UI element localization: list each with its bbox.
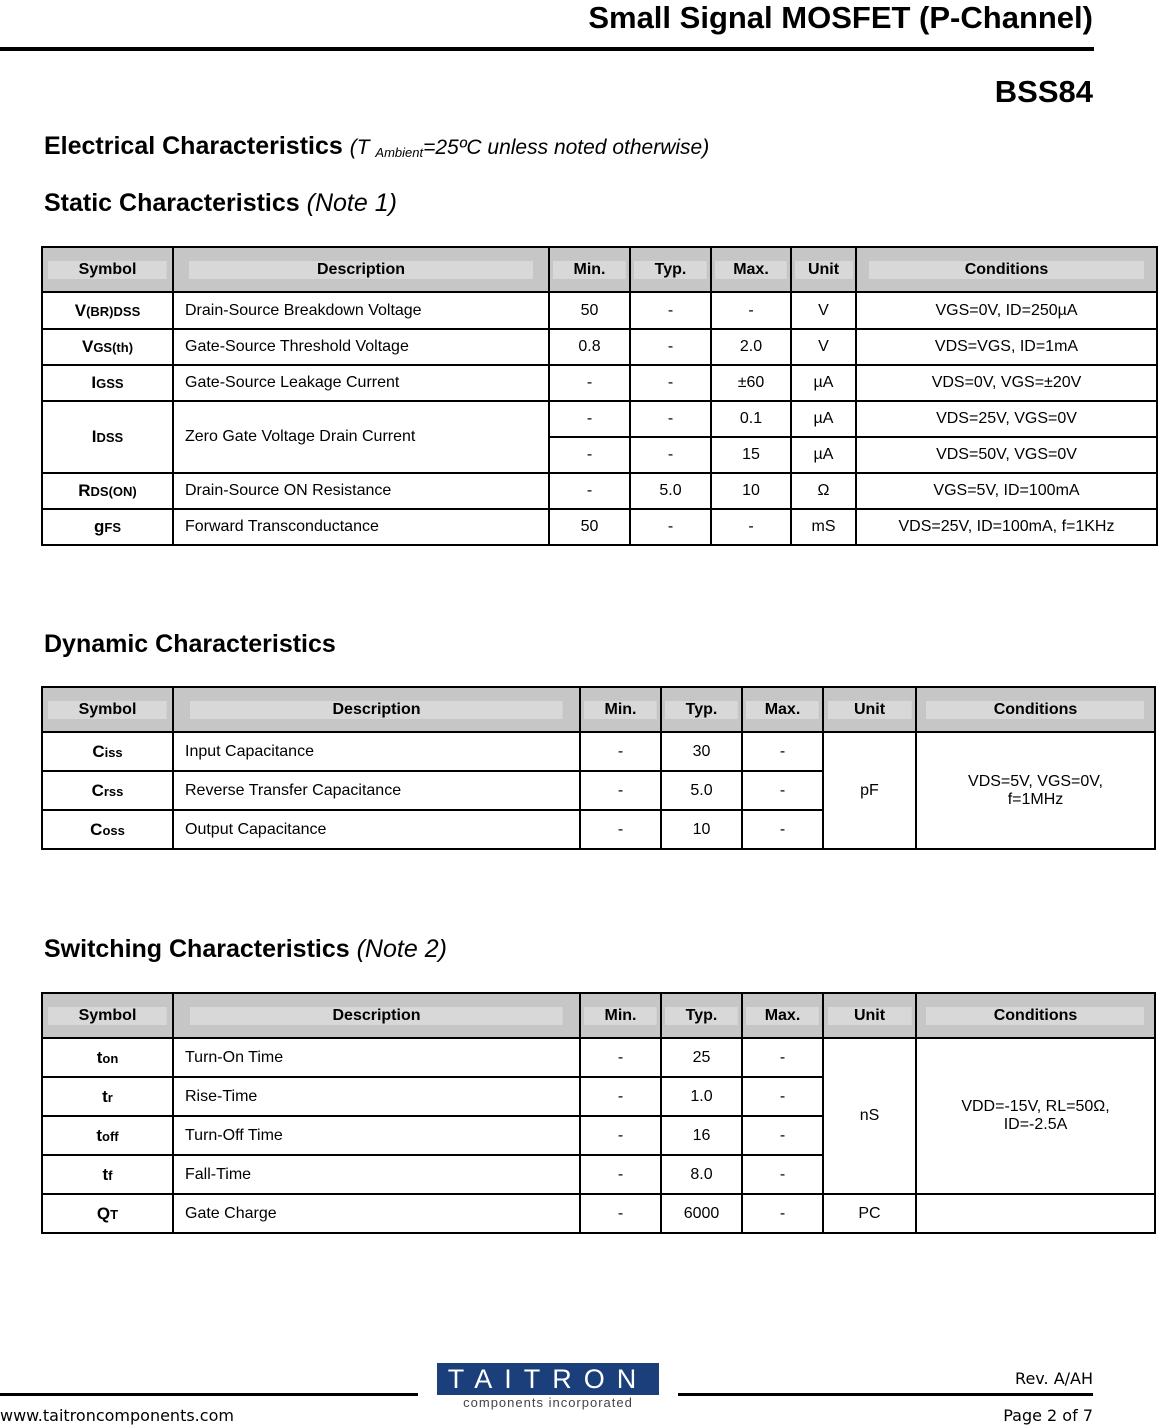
cell-min: - [580, 732, 661, 771]
cell-typ: 30 [661, 732, 742, 771]
symbol-sub: iss [104, 744, 123, 760]
column-header-label: Max. [712, 261, 790, 279]
cell-typ: - [630, 509, 711, 545]
symbol-cell [42, 1194, 173, 1233]
description-cell: Drain-Source Breakdown Voltage [173, 292, 549, 329]
symbol-sub: off [102, 1128, 119, 1144]
column-header [42, 687, 173, 732]
page-number: Page 2 of 7 [1003, 1406, 1093, 1425]
column-header [549, 247, 630, 292]
table-row [42, 509, 1157, 545]
cell-unit: PC [823, 1194, 916, 1233]
cell-unit: V [791, 292, 856, 329]
column-header [661, 993, 742, 1038]
symbol-cell [42, 1155, 173, 1194]
cell-max: 2.0 [711, 329, 791, 365]
table-header [42, 247, 1157, 292]
symbol-sub: DS(ON) [90, 484, 137, 499]
conditions-cell: VDS=5V, VGS=0V, f=1MHz [916, 732, 1155, 849]
cell-typ: 10 [661, 810, 742, 849]
symbol-cell [42, 509, 173, 545]
column-header-label: Min. [581, 1007, 660, 1025]
symbol-sub: GS(th) [93, 340, 134, 355]
symbol-cell [42, 1116, 173, 1155]
switching-note: (Note 2) [356, 935, 447, 963]
column-header-label: Unit [824, 701, 915, 719]
cell-typ: 5.0 [630, 473, 711, 509]
cell-typ: 8.0 [661, 1155, 742, 1194]
column-header-label: Description [174, 261, 548, 279]
cell-cond: VDS=25V, ID=100mA, f=1KHz [856, 509, 1157, 545]
description-cell: Rise-Time [173, 1077, 580, 1116]
description-cell: Output Capacitance [173, 810, 580, 849]
symbol-cell [42, 292, 173, 329]
column-header [916, 993, 1155, 1038]
symbol-sub: on [102, 1050, 119, 1066]
symbol-main: I [91, 427, 97, 446]
column-header-label: Min. [581, 701, 660, 719]
column-header-label: Max. [743, 701, 822, 719]
cell-max: - [742, 1077, 823, 1116]
column-header-label: Conditions [917, 1007, 1154, 1025]
cell-max: - [742, 1194, 823, 1233]
description-cell: Turn-Off Time [173, 1116, 580, 1155]
cell-min: 0.8 [549, 329, 630, 365]
column-header-label: Description [174, 701, 579, 719]
cell-min: 50 [549, 509, 630, 545]
document-title: Small Signal MOSFET (P-Channel) [588, 0, 1093, 35]
cell-min: - [580, 1116, 661, 1155]
cell-max: - [742, 1116, 823, 1155]
cell-min: - [580, 810, 661, 849]
table-row [42, 365, 1157, 401]
symbol-main: Q [96, 1203, 111, 1223]
description-cell: Input Capacitance [173, 732, 580, 771]
column-header [742, 687, 823, 732]
table-row [42, 473, 1157, 509]
cell-min: - [549, 473, 630, 509]
symbol-sub: rss [103, 783, 124, 799]
cell-typ: - [630, 437, 711, 473]
cell-min: - [580, 1155, 661, 1194]
dynamic-table [41, 686, 1156, 850]
cell-max: - [742, 732, 823, 771]
symbol-main: C [90, 819, 103, 839]
switching-title: Switching Characteristics [44, 935, 350, 963]
column-header [42, 247, 173, 292]
cell-cond: VGS=0V, ID=250µA [856, 292, 1157, 329]
column-header [630, 247, 711, 292]
cell-min: - [580, 1077, 661, 1116]
symbol-main: t [96, 1047, 103, 1067]
column-header-label: Typ. [662, 701, 741, 719]
symbol-sub: DSS [96, 430, 124, 445]
symbol-cell [42, 329, 173, 365]
symbol-main: t [102, 1164, 109, 1184]
cell-min: - [580, 771, 661, 810]
column-header-label: Min. [550, 261, 629, 279]
cell-unit: µA [791, 401, 856, 437]
website-link[interactable]: www.taitroncomponents.com [0, 1406, 234, 1425]
table-header [42, 687, 1155, 732]
note-sub: Ambient [375, 145, 424, 160]
cell-cond: VDS=VGS, ID=1mA [856, 329, 1157, 365]
table-row [42, 1038, 1155, 1077]
symbol-cell [42, 1038, 173, 1077]
cell-max: - [711, 509, 791, 545]
cell-min: - [549, 401, 630, 437]
symbol-cell [42, 771, 173, 810]
symbol-sub: GSS [96, 376, 124, 391]
column-header-label: Unit [792, 261, 855, 279]
electrical-heading [44, 132, 709, 161]
footer-rule-right [678, 1393, 1093, 1396]
description-cell: Gate-Source Leakage Current [173, 365, 549, 401]
column-header [791, 247, 856, 292]
cell-typ: 16 [661, 1116, 742, 1155]
cell-typ: - [630, 365, 711, 401]
dynamic-heading [44, 630, 336, 659]
cell-cond: VDS=0V, VGS=±20V [856, 365, 1157, 401]
dynamic-title: Dynamic Characteristics [44, 630, 336, 658]
cell-max: 0.1 [711, 401, 791, 437]
cell-typ: - [630, 401, 711, 437]
cell-max: - [742, 1155, 823, 1194]
conditions-cell: VDD=-15V, RL=50Ω, ID=-2.5A [916, 1038, 1155, 1194]
table-row [42, 401, 1157, 437]
description-cell: Fall-Time [173, 1155, 580, 1194]
symbol-sub: FS [104, 520, 121, 535]
footer-rule-left [0, 1393, 418, 1396]
column-header [580, 993, 661, 1038]
switching-table [41, 992, 1156, 1234]
cell-max: - [742, 771, 823, 810]
static-heading [44, 189, 397, 218]
logo-wordmark: TAITRON [437, 1363, 659, 1395]
description-cell: Gate-Source Threshold Voltage [173, 329, 549, 365]
part-number: BSS84 [994, 74, 1093, 109]
column-header-label: Typ. [662, 1007, 741, 1025]
cell-typ: 5.0 [661, 771, 742, 810]
cell-unit: V [791, 329, 856, 365]
cell-unit: µA [791, 365, 856, 401]
column-header-label: Max. [743, 1007, 822, 1025]
symbol-sub: (BR)DSS [86, 303, 141, 319]
cell-min: - [549, 365, 630, 401]
symbol-main: C [92, 741, 105, 761]
symbol-main: C [91, 780, 104, 800]
cell-unit: mS [791, 509, 856, 545]
column-header [823, 687, 916, 732]
taitron-logo [437, 1363, 659, 1413]
column-header [742, 993, 823, 1038]
column-header [173, 247, 549, 292]
column-header-label: Symbol [43, 1007, 172, 1025]
cell-min: - [580, 1194, 661, 1233]
symbol-main: t [96, 1125, 103, 1145]
description-cell: Forward Transconductance [173, 509, 549, 545]
table-row [42, 732, 1155, 771]
column-header [173, 687, 580, 732]
cell-cond: VDS=50V, VGS=0V [856, 437, 1157, 473]
symbol-main: V [81, 337, 94, 356]
table-row [42, 329, 1157, 365]
static-note: (Note 1) [306, 189, 397, 217]
table-header [42, 993, 1155, 1038]
electrical-title: Electrical Characteristics [44, 132, 343, 160]
symbol-sub: T [110, 1206, 119, 1222]
description-cell: Drain-Source ON Resistance [173, 473, 549, 509]
column-header-label: Unit [824, 1007, 915, 1025]
column-header [916, 687, 1155, 732]
description-cell: Gate Charge [173, 1194, 580, 1233]
column-header [823, 993, 916, 1038]
symbol-cell [42, 401, 173, 473]
symbol-cell [42, 810, 173, 849]
symbol-cell [42, 732, 173, 771]
symbol-main: I [91, 373, 97, 392]
symbol-sub: f [108, 1167, 113, 1183]
cell-max: ±60 [711, 365, 791, 401]
switching-heading [44, 935, 447, 964]
cell-max: - [742, 1038, 823, 1077]
revision: Rev. A/AH [1015, 1369, 1093, 1388]
note-post: =25ºC unless noted otherwise) [423, 136, 710, 159]
description-cell: Reverse Transfer Capacitance [173, 771, 580, 810]
table-row [42, 292, 1157, 329]
column-header-label: Conditions [917, 701, 1154, 719]
cell-typ: - [630, 329, 711, 365]
cell-max: 10 [711, 473, 791, 509]
symbol-main: V [74, 300, 87, 320]
column-header-label: Conditions [857, 261, 1156, 279]
symbol-cell [42, 1077, 173, 1116]
description-cell: Turn-On Time [173, 1038, 580, 1077]
cell-cond [916, 1194, 1155, 1233]
column-header [661, 687, 742, 732]
cell-cond: VGS=5V, ID=100mA [856, 473, 1157, 509]
symbol-main: R [78, 481, 91, 500]
symbol-main: t [102, 1086, 108, 1106]
cell-max: - [711, 292, 791, 329]
column-header [173, 993, 580, 1038]
symbol-cell [42, 365, 173, 401]
note-pre: (T [349, 136, 370, 159]
cell-min: - [580, 1038, 661, 1077]
symbol-main: g [93, 517, 105, 536]
cell-max: 15 [711, 437, 791, 473]
header-rule [0, 47, 1094, 51]
symbol-cell [42, 473, 173, 509]
logo-tagline: components incorporated [463, 1395, 633, 1410]
static-title: Static Characteristics [44, 189, 300, 217]
description-cell: Zero Gate Voltage Drain Current [173, 401, 549, 473]
cell-unit: µA [791, 437, 856, 473]
cell-unit: Ω [791, 473, 856, 509]
column-header-label: Description [174, 1007, 579, 1025]
cell-max: - [742, 810, 823, 849]
column-header [856, 247, 1157, 292]
cell-typ: - [630, 292, 711, 329]
cell-typ: 6000 [661, 1194, 742, 1233]
cell-typ: 1.0 [661, 1077, 742, 1116]
column-header-label: Symbol [43, 701, 172, 719]
symbol-sub: oss [102, 822, 125, 838]
column-header-label: Symbol [43, 261, 172, 279]
symbol-sub: r [107, 1089, 113, 1105]
cell-min: - [549, 437, 630, 473]
cell-min: 50 [549, 292, 630, 329]
column-header [580, 687, 661, 732]
static-table [41, 246, 1158, 546]
cell-cond: VDS=25V, VGS=0V [856, 401, 1157, 437]
column-header [711, 247, 791, 292]
table-row [42, 1194, 1155, 1233]
unit-cell: pF [823, 732, 916, 849]
column-header-label: Typ. [631, 261, 710, 279]
cell-typ: 25 [661, 1038, 742, 1077]
unit-cell: nS [823, 1038, 916, 1194]
column-header [42, 993, 173, 1038]
